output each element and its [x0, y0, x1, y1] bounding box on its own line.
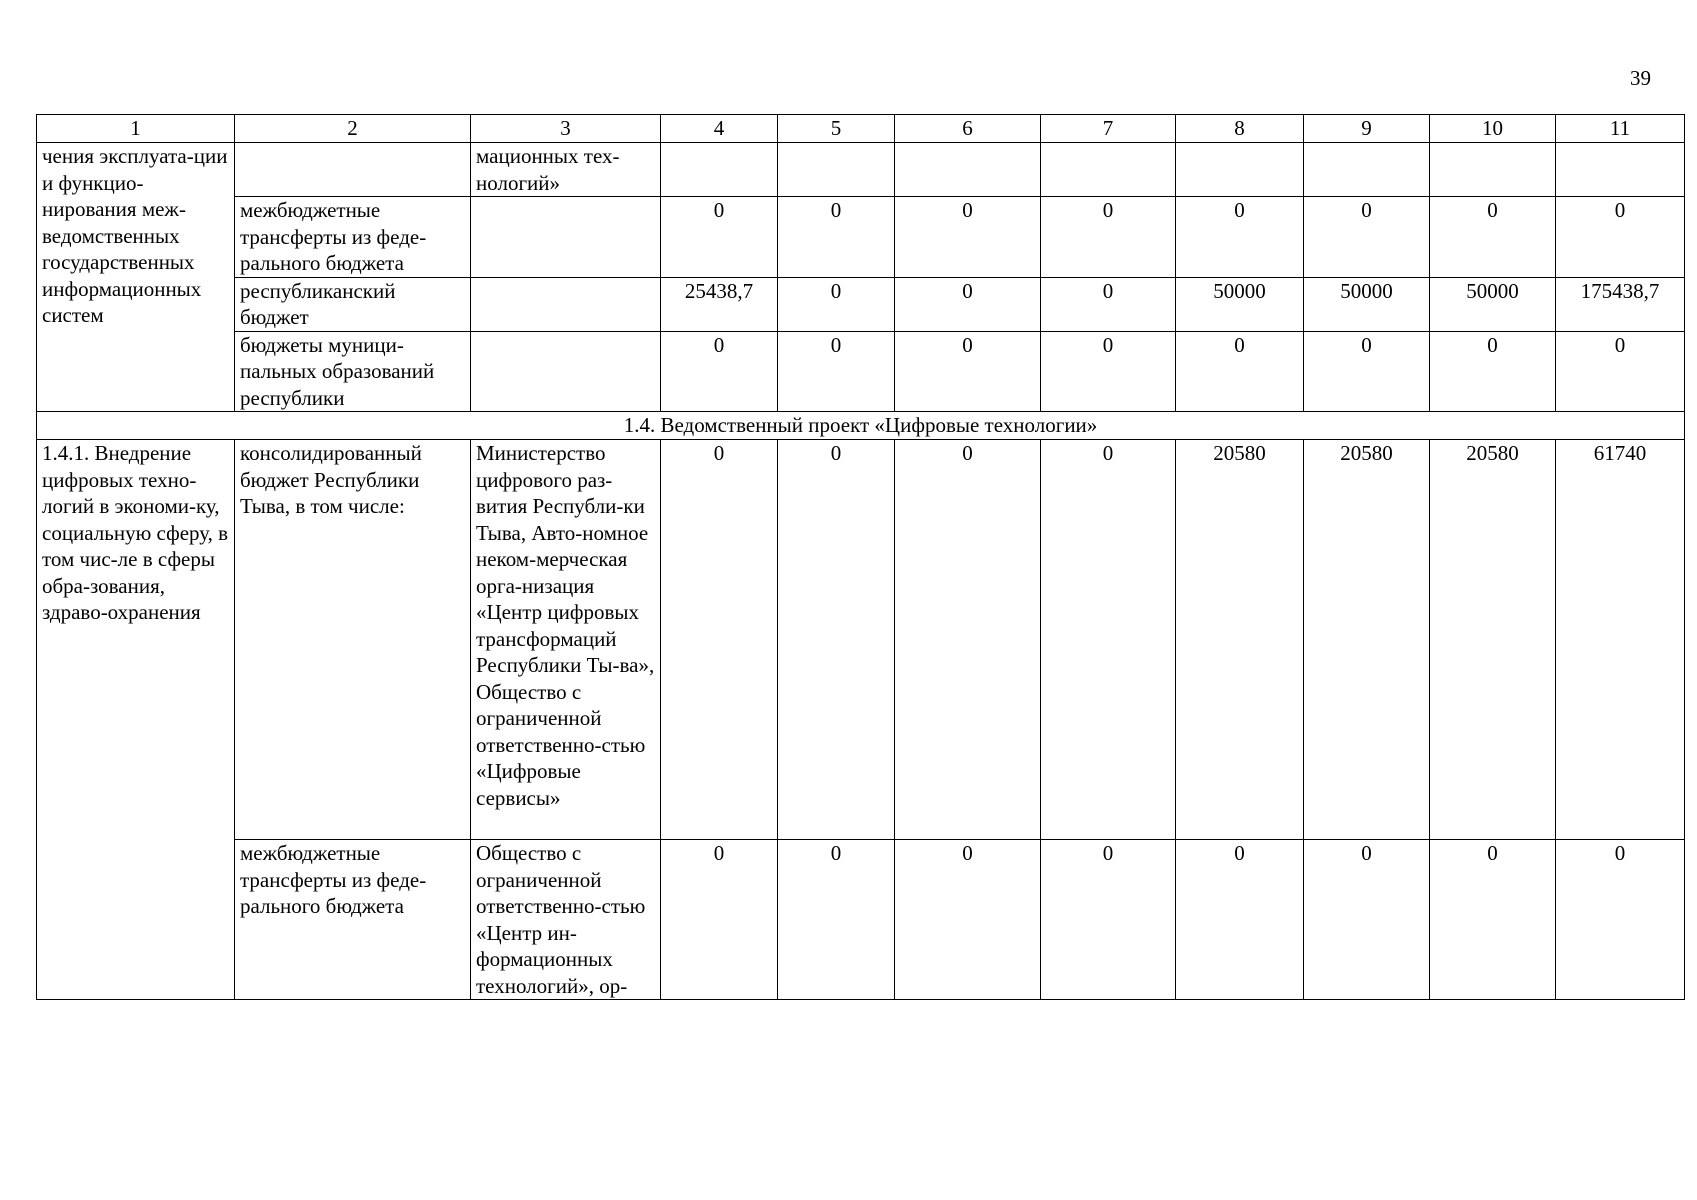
- value-cell: 0: [1041, 440, 1176, 840]
- column-header: 7: [1041, 115, 1176, 143]
- value-cell: 0: [1304, 197, 1430, 278]
- section-title: 1.4. Ведомственный проект «Цифровые технологии»: [37, 412, 1685, 440]
- column-header: 5: [778, 115, 895, 143]
- executor-cell: [471, 197, 661, 278]
- value-cell: 0: [1176, 331, 1304, 412]
- value-cell: 0: [1430, 197, 1556, 278]
- executor-cell: [471, 331, 661, 412]
- value-cell: 0: [1176, 197, 1304, 278]
- value-cell: 0: [895, 277, 1041, 331]
- table-row: [37, 440, 1685, 840]
- value-cell: 0: [1556, 331, 1685, 412]
- section-row: [37, 412, 1685, 440]
- executor-cell: Министерство цифрового раз-вития Республи-ки Тыва, Авто-номное неком-мерческая орга-низация «Центр цифровых трансформаций Республики Ты-ва», Общество с ограниченной ответственно-стью «Цифровые сервисы»: [471, 440, 661, 840]
- column-number-row: [37, 115, 1685, 143]
- value-cell: 0: [778, 197, 895, 278]
- value-cell: 0: [1041, 331, 1176, 412]
- value-cell: 0: [895, 331, 1041, 412]
- value-cell: 50000: [1176, 277, 1304, 331]
- table-row: [37, 331, 1685, 412]
- funding-source-cell: межбюджетные трансферты из феде-рального бюджета: [235, 840, 471, 1000]
- value-cell: 0: [1041, 840, 1176, 1000]
- value-cell: 0: [661, 331, 778, 412]
- value-cell: 0: [1304, 840, 1430, 1000]
- value-cell: 0: [778, 440, 895, 840]
- funding-source-cell: консолидированный бюджет Республики Тыва, в том числе:: [235, 440, 471, 840]
- column-header: 1: [37, 115, 235, 143]
- value-cell: 20580: [1430, 440, 1556, 840]
- value-cell: 61740: [1556, 440, 1685, 840]
- value-cell: 0: [1556, 840, 1685, 1000]
- column-header: 4: [661, 115, 778, 143]
- budget-table: [36, 114, 1685, 1000]
- table-row: [37, 143, 1685, 197]
- value-cell: 0: [1556, 197, 1685, 278]
- value-cell: 0: [661, 197, 778, 278]
- value-cell: 0: [778, 277, 895, 331]
- executor-cell: Общество с ограниченной ответственно-стью «Центр ин-формационных технологий», ор-: [471, 840, 661, 1000]
- value-cell: 50000: [1430, 277, 1556, 331]
- column-header: 3: [471, 115, 661, 143]
- value-cell: 0: [895, 840, 1041, 1000]
- column-header: 8: [1176, 115, 1304, 143]
- value-cell: 0: [778, 331, 895, 412]
- column-header: 11: [1556, 115, 1685, 143]
- activity-name-cell: чения эксплуата-ции и функцио-нирования меж-ведомственных государственных информационных систем: [37, 143, 235, 412]
- column-header: 9: [1304, 115, 1430, 143]
- value-cell: 0: [1304, 331, 1430, 412]
- value-cell: 0: [1041, 197, 1176, 278]
- table-row: [37, 197, 1685, 278]
- value-cell: 0: [1041, 277, 1176, 331]
- funding-source-cell: бюджеты муници-пальных образований республики: [235, 331, 471, 412]
- table-row: [37, 277, 1685, 331]
- value-cell: 25438,7: [661, 277, 778, 331]
- value-cell: 50000: [1304, 277, 1430, 331]
- value-cell: 0: [895, 197, 1041, 278]
- column-header: 2: [235, 115, 471, 143]
- value-cell: 0: [1176, 840, 1304, 1000]
- executor-cell: мационных тех-нологий»: [471, 143, 661, 197]
- column-header: 6: [895, 115, 1041, 143]
- column-header: 10: [1430, 115, 1556, 143]
- funding-source-cell: [235, 143, 471, 197]
- page-number: 39: [1630, 66, 1651, 90]
- funding-source-cell: республиканский бюджет: [235, 277, 471, 331]
- value-cell: 0: [778, 840, 895, 1000]
- funding-source-cell: межбюджетные трансферты из феде-рального бюджета: [235, 197, 471, 278]
- table-row: [37, 840, 1685, 1000]
- value-cell: 175438,7: [1556, 277, 1685, 331]
- activity-name-cell: 1.4.1. Внедрение цифровых техно-логий в экономи-ку, социальную сферу, в том чис-ле в сферы обра-зования, здраво-охранения: [37, 440, 235, 1000]
- value-cell: 0: [1430, 331, 1556, 412]
- value-cell: 0: [661, 840, 778, 1000]
- executor-cell: [471, 277, 661, 331]
- value-cell: 0: [661, 440, 778, 840]
- value-cell: 20580: [1176, 440, 1304, 840]
- value-cell: 0: [1430, 840, 1556, 1000]
- value-cell: 0: [895, 440, 1041, 840]
- value-cell: 20580: [1304, 440, 1430, 840]
